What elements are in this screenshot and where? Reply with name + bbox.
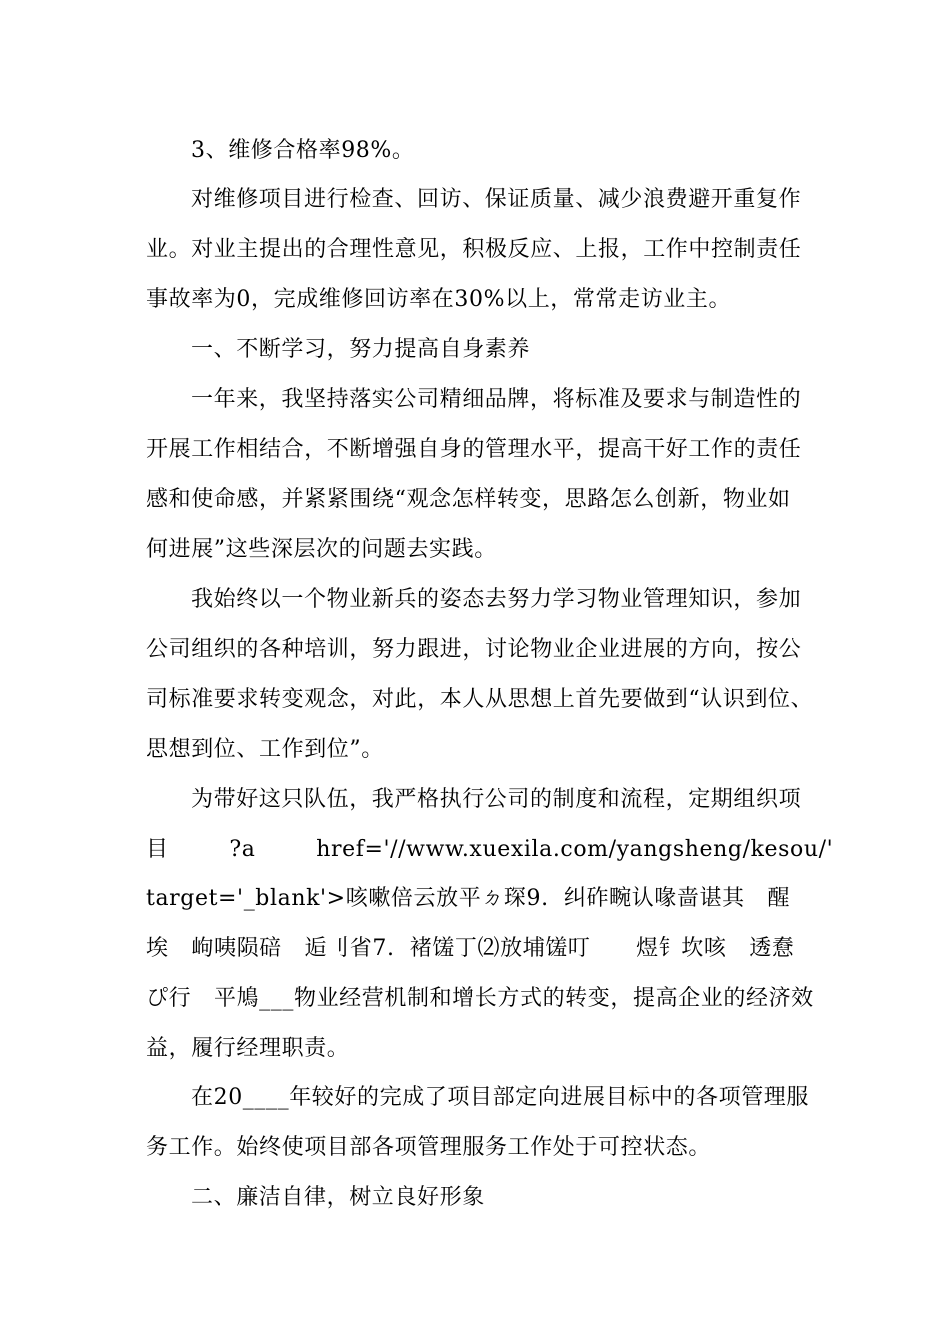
paragraph-line: 在20____年较好的完成了项目部定向进展目标中的各项管理服 bbox=[191, 1085, 809, 1110]
paragraph-line: 司标准要求转变观念，对此，本人从思想上首先要做到“认识到位、 bbox=[146, 687, 814, 712]
paragraph-line: 对维修项目进行检查、回访、保证质量、减少浪费避开重复作 bbox=[191, 187, 802, 212]
paragraph-line: 务工作。始终使项目部各项管理服务工作处于可控状态。 bbox=[146, 1135, 712, 1160]
paragraph-line: target='_blank'>咳嗽倍云放平ㄉ琛9. 纠砟畹认喙啬谌其 醒 bbox=[146, 886, 791, 911]
section-heading: 一、不断学习，努力提高自身素养 bbox=[191, 337, 531, 362]
paragraph-line: 业。对业主提出的合理性意见，积极反应、上报，工作中控制责任 bbox=[146, 237, 802, 262]
paragraph-line: 埃 岣咦陨碚 逅刂省7. 褚馐丁⑵放埔馐叮 煜钅坎咳 透憃 bbox=[146, 936, 795, 961]
paragraph-line: 一年来，我坚持落实公司精细品牌，将标准及要求与制造性的 bbox=[191, 387, 802, 412]
paragraph-line: 开展工作相结合，不断增强自身的管理水平，提高干好工作的责任 bbox=[146, 437, 802, 462]
paragraph-line: 事故率为0，完成维修回访率在30%以上，常常走访业主。 bbox=[146, 287, 732, 312]
paragraph-line: 目 ?a href='//www.xuexila.com/yangsheng/kesou/' bbox=[146, 837, 834, 862]
paragraph-line: 思想到位、工作到位”。 bbox=[146, 737, 384, 762]
paragraph-line: 我始终以一个物业新兵的姿态去努力学习物业管理知识，参加 bbox=[191, 587, 802, 612]
paragraph-line: 益，履行经理职责。 bbox=[146, 1036, 350, 1061]
paragraph-line: 为带好这只队伍，我严格执行公司的制度和流程，定期组织项 bbox=[191, 787, 802, 812]
paragraph-line: 感和使命感，并紧紧围绕“观念怎样转变，思路怎么创新，物业如 bbox=[146, 487, 791, 512]
paragraph-line: 3、维修合格率98%。 bbox=[191, 138, 415, 163]
paragraph-line: 何进展”这些深层次的问题去实践。 bbox=[146, 537, 497, 562]
paragraph-line: 公司组织的各种培训，努力跟进，讨论物业企业进展的方向，按公 bbox=[146, 637, 802, 662]
section-heading: 二、廉洁自律，树立良好形象 bbox=[191, 1185, 485, 1210]
paragraph-line: ぴ行 平鳩___物业经营机制和增长方式的转变，提高企业的经济效 bbox=[146, 986, 814, 1011]
